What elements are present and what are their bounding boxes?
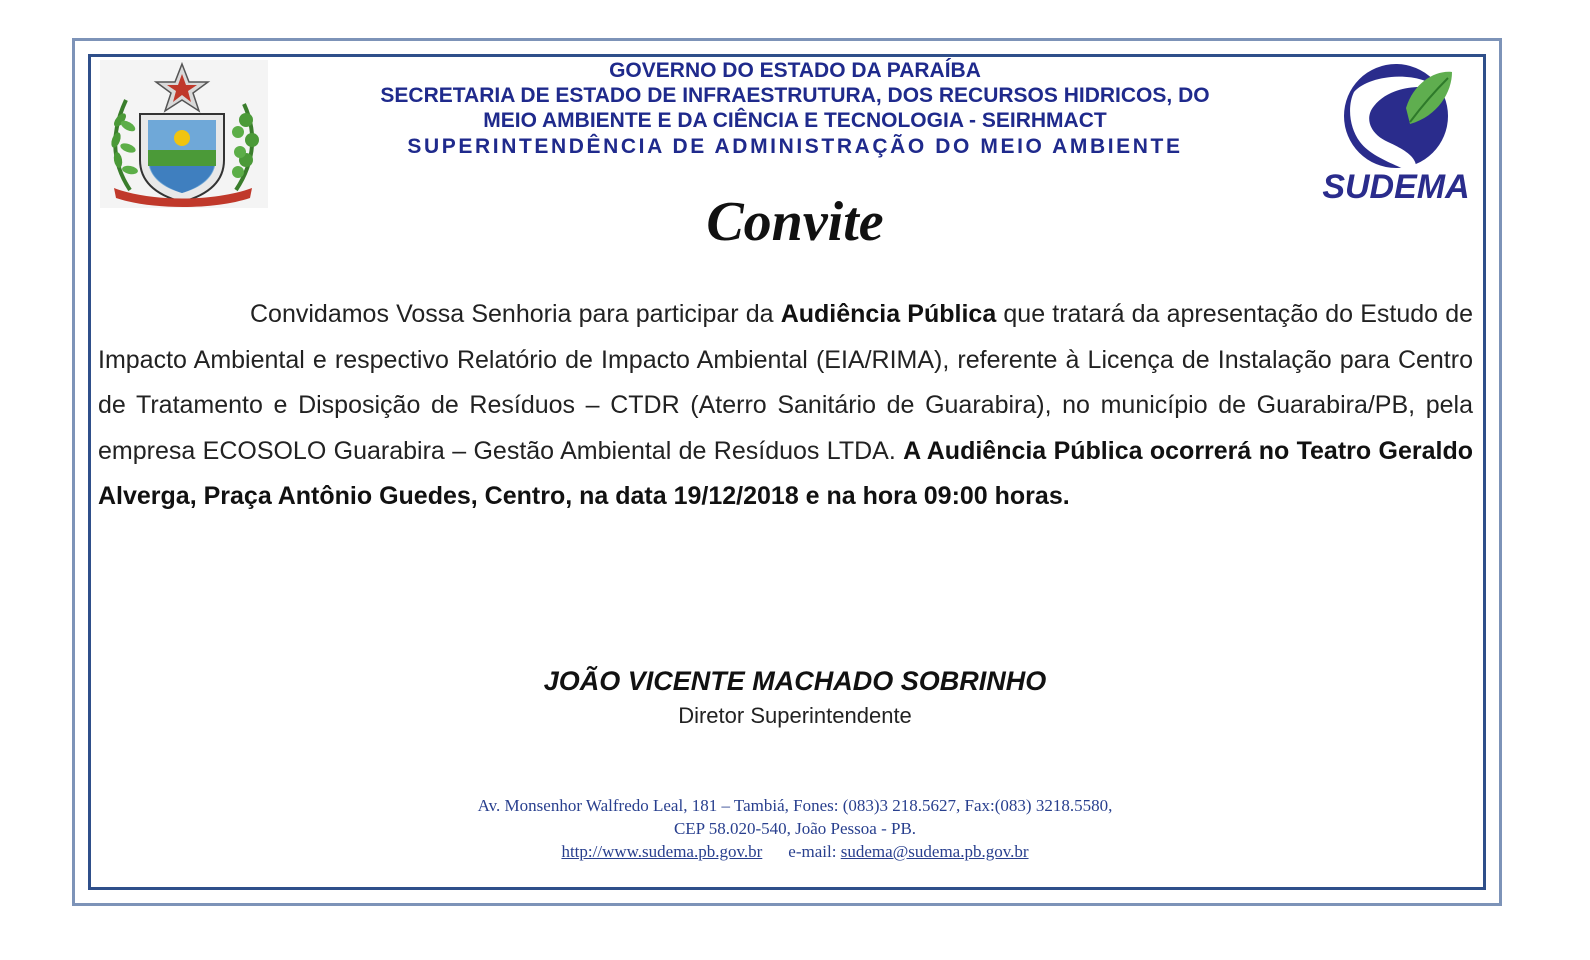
logo-text: SUDEMA <box>1322 168 1470 206</box>
footer-address-2: CEP 58.020-540, João Pessoa - PB. <box>673 819 917 838</box>
footer-address-1: Av. Monsenhor Walfredo Leal, 181 – Tambiá, Fones: (083)3 218.5627, Fax:(083) 3218.5580, <box>477 796 1113 815</box>
invitation-text <box>98 292 1473 520</box>
page-title: Convite <box>706 191 884 253</box>
email-label: e-mail: <box>788 842 837 861</box>
footer <box>0 794 1590 863</box>
body-text-2: que tratará da apresentação do Estudo de Impacto Ambiental e respectivo Relatório de Impacto Ambiental (EIA/RIMA), referente à Licença de Instalação para Centro de Tratamento e Disposição de Resíduos – CTDR (Aterro Sanitário de Guarabira), no município de Guarabira/PB, pela empresa ECOSOLO Guarabira – Gestão Ambiental de Resíduos LTDA. <box>98 300 1473 465</box>
body-bold-2: A Audiência Pública ocorrerá no Teatro Geraldo Alverga, Praça Antônio Guedes, Centro, na data 19/12/2018 e na hora 09:00 horas. <box>98 436 1474 510</box>
header-line-secretariat-cont: MEIO AMBIENTE E DA CIÊNCIA E TECNOLOGIA - SEIRHMACT <box>483 109 1107 132</box>
signer-role: Diretor Superintendente <box>678 703 912 728</box>
header-line-superintendence: SUPERINTENDÊNCIA DE ADMINISTRAÇÃO DO MEIO AMBIENTE <box>407 135 1183 158</box>
sudema-logo-icon <box>1310 62 1480 206</box>
letterhead <box>280 58 1310 160</box>
signer-name: JOÃO VICENTE MACHADO SOBRINHO <box>543 666 1047 696</box>
header-line-secretariat: SECRETARIA DE ESTADO DE INFRAESTRUTURA, DOS RECURSOS HIDRICOS, DO <box>380 84 1210 107</box>
header-line-government: GOVERNO DO ESTADO DA PARAÍBA <box>609 59 981 82</box>
body-bold-1: Audiência Pública <box>780 300 997 328</box>
email-link[interactable]: sudema@sudema.pb.gov.br <box>840 842 1029 861</box>
coat-of-arms-icon <box>100 60 268 208</box>
website-link[interactable]: http://www.sudema.pb.gov.br <box>561 842 763 861</box>
body-text-1: Convidamos Vossa Senhoria para participar da <box>250 300 781 328</box>
footer-contacts <box>0 840 1590 863</box>
